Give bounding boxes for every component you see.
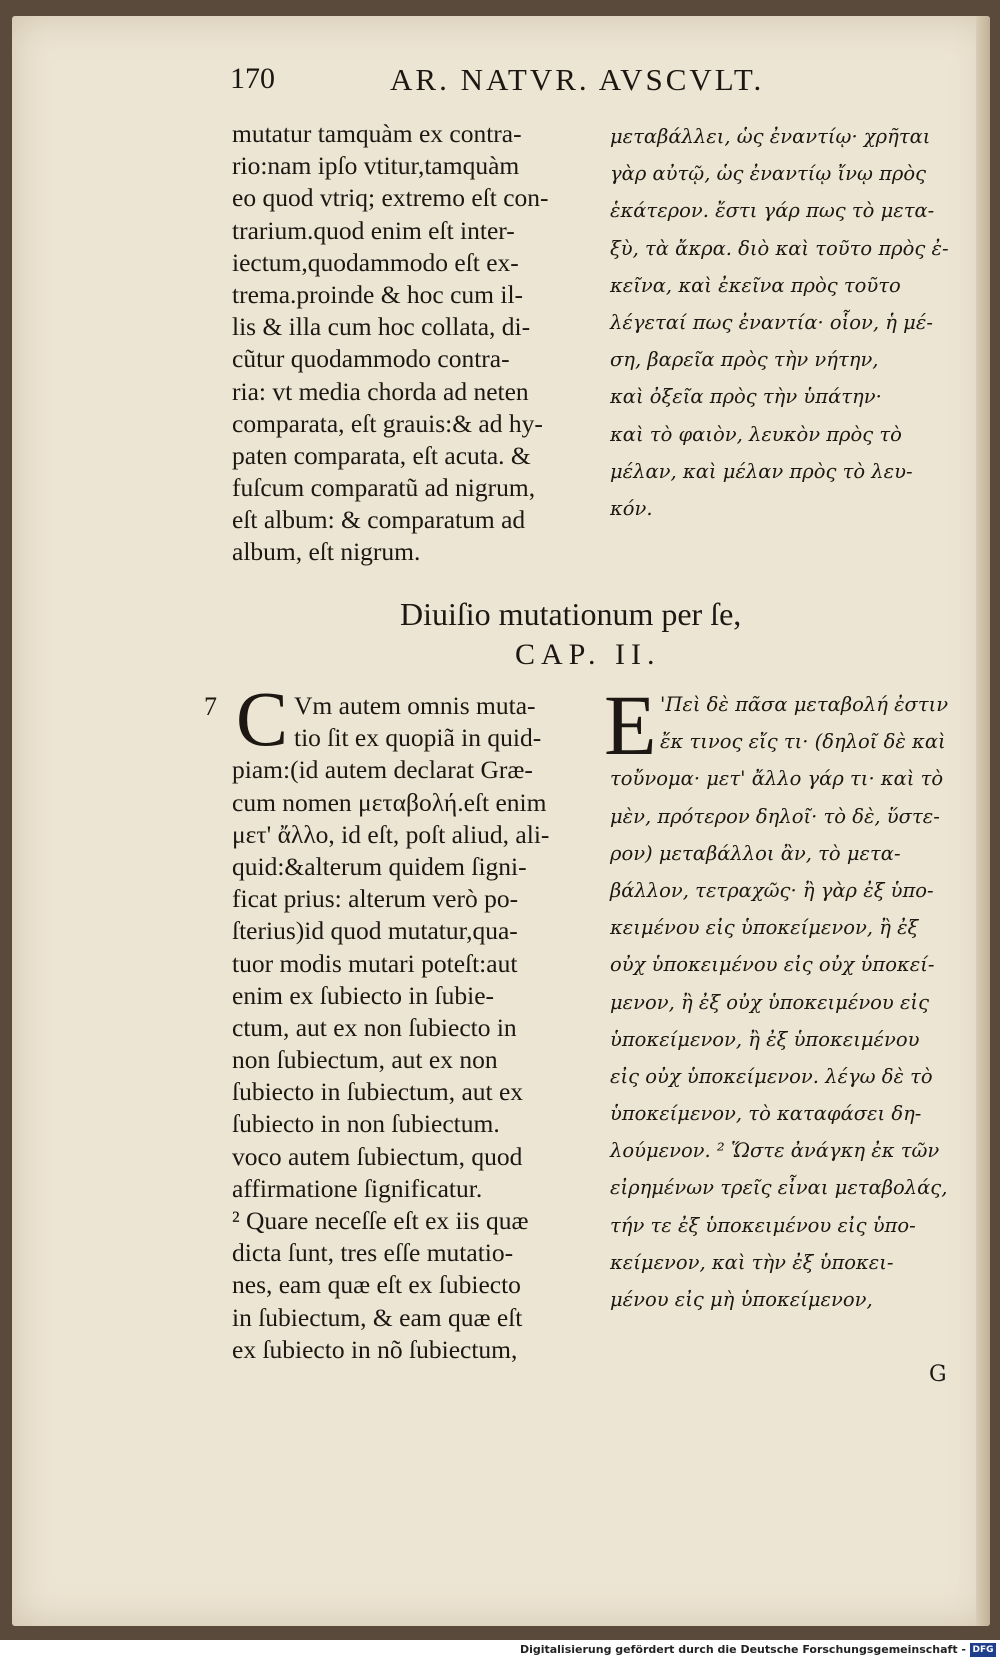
text-line: trarium.quod enim eſt inter-	[232, 215, 515, 245]
page-edge	[976, 16, 990, 1626]
text-line: κείμενον, καὶ τὴν ἐξ ὑποκει-	[610, 1250, 894, 1274]
text-line: non ſubiectum, aut ex non	[232, 1045, 498, 1075]
text-line: quid:&alterum quidem ſigni-	[232, 851, 527, 881]
text-line: ση, βαρεῖα πρὸς τὴν νήτην,	[610, 348, 879, 372]
text-line: ὑποκείμενον, τὸ καταφάσει δη-	[610, 1102, 922, 1126]
text-line: fuſcum comparatũ ad nigrum,	[232, 473, 536, 503]
footer-bar	[0, 1640, 1000, 1663]
text-line: καὶ τὸ φαιὸν, λευκὸν πρὸς τὸ	[610, 422, 902, 446]
text-line: paten comparata, eſt acuta. &	[232, 440, 531, 470]
text-line: ſterius)id quod mutatur,qua-	[232, 916, 518, 946]
text-line: mutatur tamquàm ex contra-	[232, 119, 522, 148]
latin-dropcap: C	[236, 675, 289, 762]
text-line: μέλαν, καὶ μέλαν πρὸς τὸ λευ-	[610, 459, 913, 483]
text-line: ξὺ, τὰ ἄκρα. διὸ καὶ τοῦτο πρὸς ἐ-	[610, 236, 949, 260]
signature-mark: G	[929, 1362, 947, 1387]
greek-dropcap: E	[604, 677, 657, 773]
page-number: 170	[230, 62, 275, 95]
text-line: οὐχ ὑποκειμένου εἰς οὐχ ὑποκεί-	[610, 953, 935, 977]
text-line: piam:(id autem declarat Græ-	[232, 755, 533, 785]
text-line: rio:nam ipſo vtitur,tamquàm	[232, 151, 520, 181]
text-line: ἑκάτερον. ἔστι γάρ πως τὸ μετα-	[610, 199, 935, 223]
latin-column-top	[232, 118, 572, 569]
text-line: ρον) μεταβάλλοι ἂν, τὸ μετα-	[610, 841, 901, 865]
text-line: iectum,quodammodo eſt ex-	[232, 247, 519, 277]
digitization-credit: Digitalisierung gefördert durch die Deutsche Forschungsgemeinschaft -	[519, 1643, 966, 1656]
text-line: nes, eam quæ eſt ex ſubiecto	[232, 1270, 521, 1300]
text-line: ἔκ τινος εἴς τι· (δηλοῖ δὲ καὶ	[660, 730, 946, 754]
text-line: εἰρημένων τρεῖς εἶναι μεταβολάς,	[610, 1176, 948, 1200]
text-line: λούμενον. ² Ὥστε ἀνάγκη ἐκ τῶν	[610, 1139, 940, 1163]
running-title: AR. NATVR. AVSCVLT.	[390, 62, 765, 97]
latin-column-bottom	[232, 690, 577, 1366]
text-line: in ſubiectum, & eam quæ eſt	[232, 1302, 523, 1332]
text-line: album, eſt nigrum.	[232, 537, 421, 567]
text-line: trema.proinde & hoc cum il-	[232, 279, 524, 309]
text-line: affirmatione ſignificatur.	[232, 1173, 483, 1203]
text-line: κειμένου εἰς ὑποκείμενον, ἢ ἐξ	[610, 916, 919, 940]
text-line: ctum, aut ex non ſubiecto in	[232, 1012, 517, 1042]
text-line: λέγεταί πως ἐναντία· οἷον, ἡ μέ-	[610, 310, 933, 334]
text-line: βάλλον, τετραχῶς· ἢ γὰρ ἐξ ὑπο-	[610, 878, 934, 902]
text-line: lis & illa cum hoc collata, di-	[232, 312, 531, 342]
text-line: 'Πεὶ δὲ πᾶσα μεταβολή ἐστιν	[660, 693, 949, 716]
text-line: γὰρ αὐτῷ, ὡς ἐναντίῳ ἴνῳ πρὸς	[610, 162, 927, 186]
section-title: Diuiſio mutationum per ſe,	[400, 596, 742, 632]
text-line: ficat prius: alterum verò po-	[232, 884, 519, 914]
text-line: ſubiecto in non ſubiectum.	[232, 1109, 500, 1139]
text-line: κόν.	[610, 496, 653, 520]
running-head	[230, 62, 830, 112]
text-line: cũtur quodammodo contra-	[232, 344, 510, 374]
text-line: μενον, ἢ ἐξ οὐχ ὑποκειμένου εἰς	[610, 990, 929, 1014]
text-line: μένου εἰς μὴ ὑποκείμενον,	[610, 1288, 873, 1311]
text-line: enim ex ſubiecto in ſubie-	[232, 980, 495, 1010]
text-line: καὶ ὀξεῖα πρὸς τὴν ὑπάτην·	[610, 385, 882, 409]
text-line: ex ſubiecto in nõ ſubiectum,	[232, 1334, 518, 1364]
chapter-label: CAP. II.	[515, 638, 661, 671]
text-line: μὲν, πρότερον δηλοῖ· τὸ δὲ, ὕστε-	[610, 804, 940, 828]
greek-column-top	[610, 118, 960, 527]
text-line: ² Quare neceſſe eſt ex iis quæ	[232, 1206, 529, 1235]
text-line: εἰς οὐχ ὑποκείμενον. λέγω δὲ τὸ	[610, 1064, 933, 1088]
text-line: voco autem ſubiectum, quod	[232, 1141, 523, 1171]
text-line: ſubiecto in ſubiectum, aut ex	[232, 1077, 524, 1107]
text-line: μετ' ἄλλο, id eſt, poſt aliud, ali-	[232, 819, 550, 849]
text-line: comparata, eſt grauis:& ad hy-	[232, 408, 543, 438]
text-line: tio ſit ex quopiã in quid-	[294, 723, 542, 753]
text-line: ὑποκείμενον, ἢ ἐξ ὑποκειμένου	[610, 1027, 920, 1051]
dfg-logo: DFG	[970, 1643, 996, 1657]
text-line: κεῖνα, καὶ ἐκεῖνα πρὸς τοῦτο	[610, 273, 901, 297]
text-line: dicta ſunt, tres eſſe mutatio-	[232, 1238, 514, 1268]
greek-column-bottom	[610, 686, 960, 1318]
text-line: ria: vt media chorda ad neten	[232, 376, 529, 406]
text-line: τήν τε ἐξ ὑποκειμένου εἰς ὑπο-	[610, 1213, 916, 1237]
text-line: Vm autem omnis muta-	[294, 691, 536, 720]
text-line: tuor modis mutari poteſt:aut	[232, 948, 518, 978]
text-line: μεταβάλλει, ὡς ἐναντίῳ· χρῆται	[610, 125, 931, 148]
section-marker: 7	[204, 692, 217, 721]
text-line: eo quod vtriq; extremo eſt con-	[232, 183, 549, 213]
text-line: cum nomen μεταβολή.eſt enim	[232, 787, 547, 817]
text-line: τοὔνομα· μετ' ἄλλο γάρ τι· καὶ τὸ	[610, 767, 944, 791]
text-line: eſt album: & comparatum ad	[232, 505, 526, 535]
